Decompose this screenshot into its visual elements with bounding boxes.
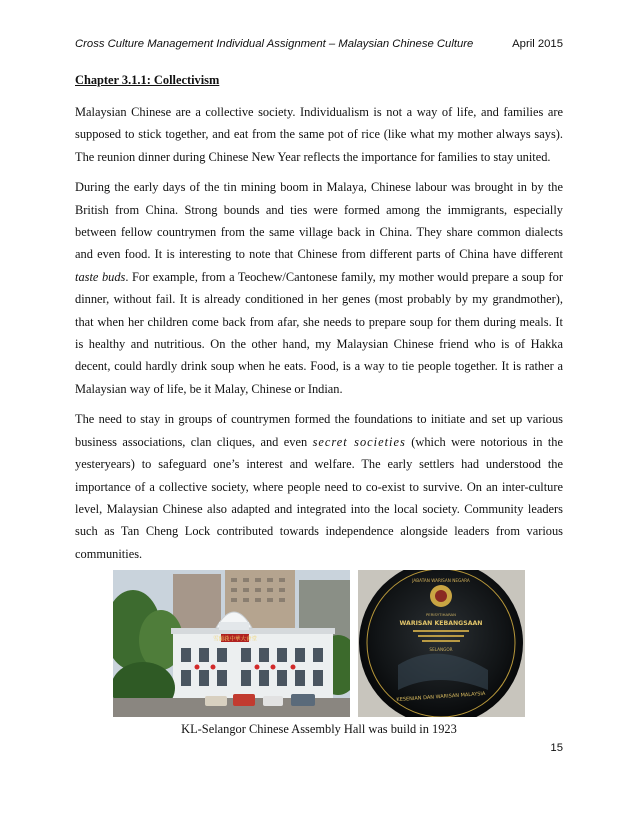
heritage-plaque-image [358,570,525,717]
paragraph-3 [75,408,563,565]
photo-caption: KL-Selangor Chinese Assembly Hall was build in 1923 [181,722,457,736]
plaque-text-department: JABATAN WARISAN NEGARA [412,578,470,583]
page-number: 15 [550,742,563,754]
body-content [75,69,563,573]
paragraph-2-text-a: During the early days of the tin mining boom in Malaya, Chinese labour was brought in by the British from China. Strong bounds and ties were formed among the immigrants, especially between fellow countrymen from the same village back in China. They share common dialects and even food. It is interesting to note that Chinese from different parts of China have different [75,180,563,262]
heritage-plaque-photo [358,570,525,717]
photo-row [113,570,525,717]
paragraph-2-text-b: . For example, from a Teochew/Cantonese family, my mother would prepare a soup for dinner, without fail. It is already conditioned in her genes (most probably by my grandmother), that when her children come back from afar, she needs to prepare soup for them during meals. It is healthy and nutritious. On the other hand, my Malaysian Chinese friend who is of Hakka decent, could hardly drink soup when he eats. Food, is a way to tie people together. It is rather a Malaysian way of life, be it Malay, Chinese or Indian. [75,269,563,396]
header-title: Cross Culture Management Individual Assignment – Malaysian Chinese Culture [75,38,474,50]
paragraph-1: Malaysian Chinese are a collective society. Individualism is not a way of life, and families are supposed to stick together, and eat from the same pot of rice (like what my mother always says). The reunion dinner during Chinese New Year reflects the importance for families to stay united. [75,105,563,164]
page-header [75,38,563,56]
emphasis-taste-buds: taste buds [75,269,126,284]
plaque-text-declaration: PERISYTIHARAN [426,612,456,617]
assembly-hall-image [113,570,350,717]
plaque-text-heritage: WARISAN KEBANGSAAN [399,620,483,627]
paragraph-3-text-b: (which were notorious in the yesteryears) to safeguard one’s interest and welfare. The early settlers had understood the importance of a collective society, where people need to co-exist to survive. On an inter-culture level, Malaysian Chinese also adapted and integrated into the local society. Community leaders such as Tan Cheng Lock contributed towards independence alongside leaders from various communities. [75,434,563,561]
header-date: April 2015 [512,38,563,50]
plaque-text-ministry: KESENIAN DAN WARISAN MALAYSIA [396,690,486,704]
paragraph-2 [75,176,563,400]
emphasis-secret-societies: secret societies [312,434,406,449]
chapter-title: Chapter 3.1.1: Collectivism [75,73,220,87]
assembly-hall-photo [113,570,350,717]
plaque-text-state: SELANGOR [429,647,453,652]
plaque-crest-icon [430,585,452,607]
building-sign-text: 雪蘭莪中華大會堂 [212,636,258,643]
paragraph-3-text-a: The need to stay in groups of countrymen formed the foundations to initiate and set up various business associations, clan cliques, and even [75,412,563,449]
